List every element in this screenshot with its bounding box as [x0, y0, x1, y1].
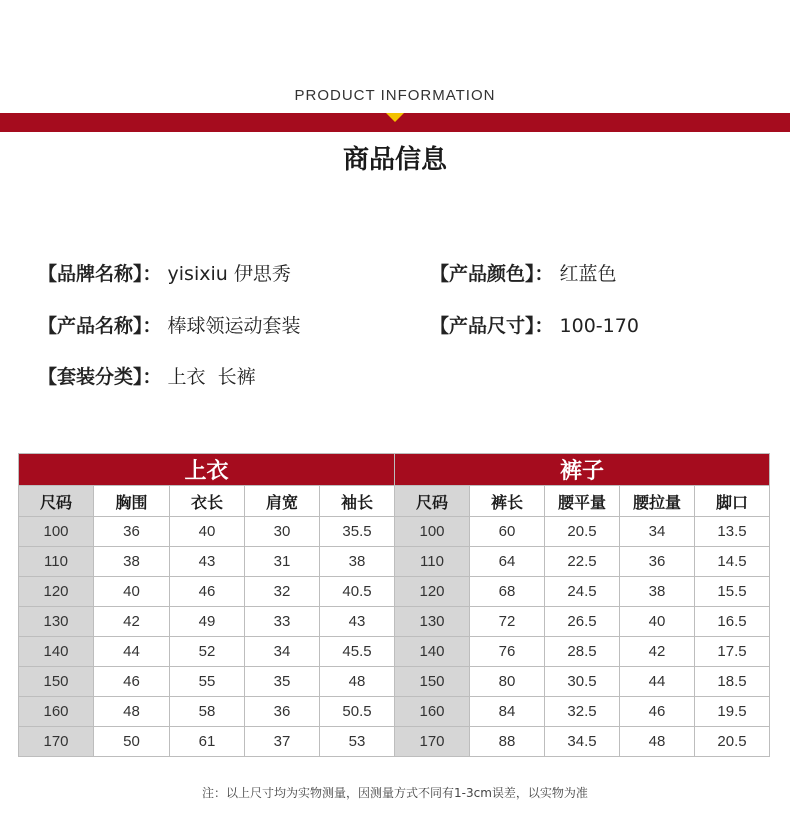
info-size-range-label: 【产品尺寸】：	[430, 315, 554, 337]
table-cell: 26.5	[545, 607, 620, 637]
table-cell: 30	[245, 517, 320, 547]
table-cell: 130	[19, 607, 94, 637]
table-cell: 46	[170, 577, 245, 607]
table-cell: 36	[245, 697, 320, 727]
table-row	[19, 517, 770, 547]
table-cell: 20.5	[695, 727, 770, 757]
table-cell: 16.5	[695, 607, 770, 637]
table-cell: 19.5	[695, 697, 770, 727]
size-table-body	[19, 517, 770, 757]
table-row	[19, 727, 770, 757]
table-cell: 160	[19, 697, 94, 727]
info-product-name-label: 【产品名称】：	[38, 315, 162, 337]
pants-group-header: 裤子	[395, 454, 770, 486]
table-cell: 100	[19, 517, 94, 547]
table-cell: 48	[620, 727, 695, 757]
info-set-type	[38, 362, 256, 389]
table-cell: 150	[395, 667, 470, 697]
table-row	[19, 637, 770, 667]
measurement-note: 注：以上尺寸均为实物测量，因测量方式不同有1-3cm误差，以实物为准	[202, 786, 588, 800]
table-cell: 49	[170, 607, 245, 637]
table-row	[19, 577, 770, 607]
table-cell: 40	[620, 607, 695, 637]
info-brand-label: 【品牌名称】：	[38, 263, 162, 285]
table-cell: 35	[245, 667, 320, 697]
table-cell: 33	[245, 607, 320, 637]
info-set-type-value: 上衣 长裤	[167, 366, 256, 388]
table-cell: 18.5	[695, 667, 770, 697]
info-brand	[38, 259, 291, 286]
info-size-range	[430, 311, 639, 338]
table-cell: 42	[94, 607, 170, 637]
info-brand-value: yisixiu 伊思秀	[167, 263, 291, 285]
table-cell: 38	[94, 547, 170, 577]
table-cell: 120	[395, 577, 470, 607]
table-cell: 80	[470, 667, 545, 697]
table-cell: 32.5	[545, 697, 620, 727]
column-header: 肩宽	[245, 486, 320, 517]
column-header: 衣长	[170, 486, 245, 517]
table-cell: 44	[620, 667, 695, 697]
table-cell: 35.5	[320, 517, 395, 547]
table-cell: 32	[245, 577, 320, 607]
column-header: 胸围	[94, 486, 170, 517]
info-product-name	[38, 311, 301, 338]
column-header: 尺码	[19, 486, 94, 517]
table-cell: 55	[170, 667, 245, 697]
table-cell: 15.5	[695, 577, 770, 607]
table-cell: 76	[470, 637, 545, 667]
table-cell: 140	[19, 637, 94, 667]
table-cell: 170	[395, 727, 470, 757]
info-color	[430, 259, 617, 286]
info-color-label: 【产品颜色】：	[430, 263, 554, 285]
table-cell: 170	[19, 727, 94, 757]
table-cell: 34.5	[545, 727, 620, 757]
top-group-header: 上衣	[19, 454, 395, 486]
table-cell: 36	[94, 517, 170, 547]
table-cell: 60	[470, 517, 545, 547]
table-cell: 30.5	[545, 667, 620, 697]
table-row	[19, 667, 770, 697]
table-cell: 120	[19, 577, 94, 607]
table-cell: 48	[94, 697, 170, 727]
table-cell: 24.5	[545, 577, 620, 607]
table-cell: 40	[94, 577, 170, 607]
table-cell: 38	[620, 577, 695, 607]
table-cell: 22.5	[545, 547, 620, 577]
column-header: 脚口	[695, 486, 770, 517]
table-cell: 37	[245, 727, 320, 757]
table-cell: 50.5	[320, 697, 395, 727]
table-cell: 14.5	[695, 547, 770, 577]
table-cell: 43	[320, 607, 395, 637]
table-cell: 40	[170, 517, 245, 547]
table-row	[19, 697, 770, 727]
table-cell: 34	[620, 517, 695, 547]
info-size-range-value: 100-170	[559, 315, 639, 337]
table-cell: 50	[94, 727, 170, 757]
table-cell: 68	[470, 577, 545, 607]
table-row	[19, 607, 770, 637]
column-header: 裤长	[470, 486, 545, 517]
table-cell: 13.5	[695, 517, 770, 547]
table-cell: 52	[170, 637, 245, 667]
table-cell: 42	[620, 637, 695, 667]
table-cell: 84	[470, 697, 545, 727]
table-cell: 43	[170, 547, 245, 577]
info-color-value: 红蓝色	[559, 263, 617, 285]
table-cell: 64	[470, 547, 545, 577]
table-cell: 72	[470, 607, 545, 637]
size-chart-table	[18, 453, 770, 757]
table-cell: 38	[320, 547, 395, 577]
table-cell: 53	[320, 727, 395, 757]
column-header-row	[19, 486, 770, 517]
column-header: 尺码	[395, 486, 470, 517]
table-cell: 46	[94, 667, 170, 697]
table-cell: 48	[320, 667, 395, 697]
table-row	[19, 547, 770, 577]
table-cell: 40.5	[320, 577, 395, 607]
table-cell: 160	[395, 697, 470, 727]
table-cell: 88	[470, 727, 545, 757]
yellow-triangle-marker	[386, 113, 404, 122]
section-title-english: PRODUCT INFORMATION	[294, 87, 496, 104]
table-cell: 58	[170, 697, 245, 727]
table-cell: 61	[170, 727, 245, 757]
table-cell: 34	[245, 637, 320, 667]
table-cell: 44	[94, 637, 170, 667]
column-header: 腰平量	[545, 486, 620, 517]
table-cell: 100	[395, 517, 470, 547]
info-product-name-value: 棒球领运动套装	[167, 315, 301, 337]
table-cell: 28.5	[545, 637, 620, 667]
table-cell: 45.5	[320, 637, 395, 667]
table-cell: 17.5	[695, 637, 770, 667]
table-cell: 36	[620, 547, 695, 577]
table-cell: 130	[395, 607, 470, 637]
table-cell: 110	[395, 547, 470, 577]
column-header: 袖长	[320, 486, 395, 517]
column-header: 腰拉量	[620, 486, 695, 517]
table-cell: 140	[395, 637, 470, 667]
section-title-chinese: 商品信息	[342, 145, 447, 175]
table-cell: 46	[620, 697, 695, 727]
info-set-type-label: 【套装分类】：	[38, 366, 162, 388]
table-cell: 110	[19, 547, 94, 577]
table-cell: 150	[19, 667, 94, 697]
table-cell: 20.5	[545, 517, 620, 547]
table-cell: 31	[245, 547, 320, 577]
